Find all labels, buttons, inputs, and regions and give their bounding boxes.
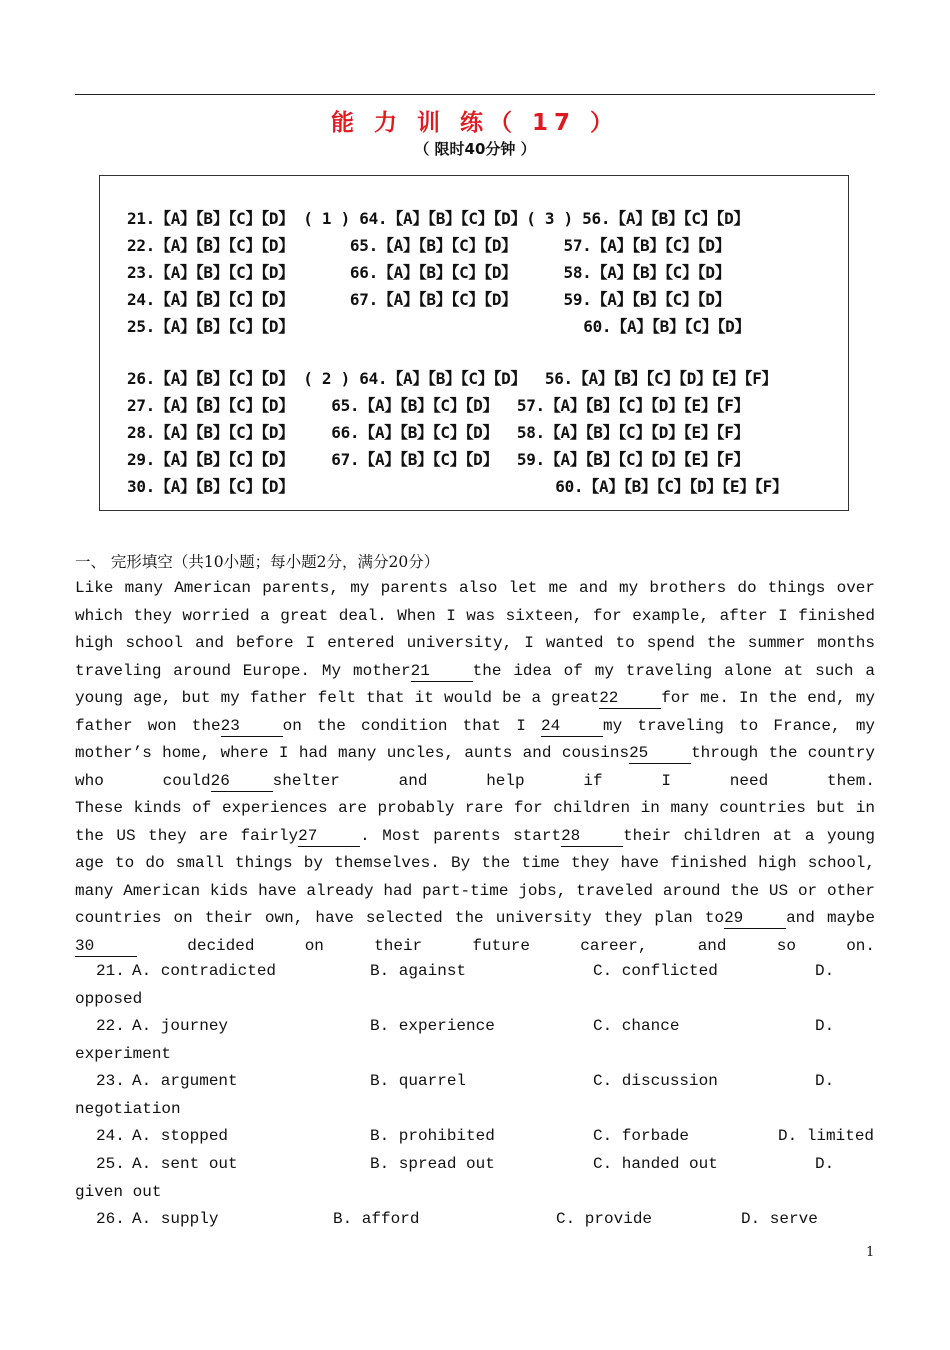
question-wrap [75,1183,875,1210]
option-c[interactable]: C. forbade [593,1127,690,1145]
option-d[interactable]: D. [815,1155,835,1173]
question-wrap [75,990,875,1017]
question-23 [75,1072,875,1099]
option-b[interactable]: B. experience [370,1017,495,1035]
blank-21[interactable]: 21 [411,661,473,682]
question-number: 23. [96,1072,125,1090]
blank-24[interactable]: 24 [541,716,603,737]
option-d[interactable]: D. limited [778,1127,875,1145]
option-a[interactable]: A. sent out [132,1155,238,1173]
option-d-text[interactable]: experiment [75,1045,172,1063]
blank-25[interactable]: 25 [629,743,691,764]
question-21 [75,962,875,989]
passage-text: These kinds of experiences are probably rare for children in many countries but in the US they are fairly [75,799,875,845]
blank-22[interactable]: 22 [599,688,661,709]
answer-row[interactable]: 23.【A】【B】【C】【D】 66.【A】【B】【C】【D】 58.【A】【B】【C】【D】 [127,263,731,282]
answer-row[interactable]: 21.【A】【B】【C】【D】 ( 1 ) 64.【A】【B】【C】【D】( 3 ) 56.【A】【B】【C】【D】 [127,209,750,228]
question-26 [75,1210,875,1237]
passage-text: decided on their future career, and so on. [137,936,875,955]
option-c[interactable]: C. handed out [593,1155,718,1173]
page-number: 1 [866,1245,875,1260]
answer-row[interactable]: 27.【A】【B】【C】【D】 65.【A】【B】【C】【D】 57.【A】【B】【C】【D】【E】【F】 [127,396,750,415]
answer-row[interactable]: 22.【A】【B】【C】【D】 65.【A】【B】【C】【D】 57.【A】【B】【C】【D】 [127,236,731,255]
blank-29[interactable]: 29 [724,908,786,929]
question-22 [75,1017,875,1044]
option-d[interactable]: D. serve [741,1210,818,1228]
question-25 [75,1155,875,1182]
passage-text: Like many American parents, my parents also let me and my brothers do things over which they worried a great deal. When I was sixteen, for example, after I finished high school and before I entered university, I wanted to spend the summer months traveling around Europe. My mother [75,579,875,680]
question-wrap [75,1045,875,1072]
option-a[interactable]: A. argument [132,1072,238,1090]
option-a[interactable]: A. journey [132,1017,229,1035]
blank-28[interactable]: 28 [561,826,623,847]
question-number: 22. [96,1017,125,1035]
option-b[interactable]: B. against [370,962,467,980]
option-d-text[interactable]: negotiation [75,1100,181,1118]
blank-27[interactable]: 27 [298,826,360,847]
option-d-text[interactable]: opposed [75,990,143,1008]
passage-text: my traveling to France, my mother’s home, where I had many uncles, aunts and cousins [75,716,876,762]
option-d-text[interactable]: given out [75,1183,162,1201]
question-number: 21. [96,962,125,980]
answer-sheet [99,175,849,511]
section-title: 一、 完形填空（共10小题；每小题2分，满分20分） [75,553,440,571]
question-wrap [75,1100,875,1127]
option-c[interactable]: C. discussion [593,1072,718,1090]
question-24 [75,1127,875,1154]
question-number: 25. [96,1155,125,1173]
option-c[interactable]: C. conflicted [593,962,718,980]
option-b[interactable]: B. prohibited [370,1127,495,1145]
passage-text: through the country who could [75,744,875,790]
option-d[interactable]: D. [815,1072,835,1090]
question-number: 26. [96,1210,125,1228]
passage-text: and maybe [786,909,875,927]
passage-paragraph-2 [75,795,875,960]
passage-paragraph-1 [75,575,875,795]
page-title: 能 力 训 练（ 17 ） [330,110,620,136]
option-a[interactable]: A. supply [132,1210,219,1228]
blank-30[interactable]: 30 [75,936,137,957]
answer-row[interactable]: 25.【A】【B】【C】【D】 60.【A】【B】【C】【D】 [127,317,751,336]
answer-row[interactable]: 26.【A】【B】【C】【D】 ( 2 ) 64.【A】【B】【C】【D】 56.【A】【B】【C】【D】【E】【F】 [127,369,778,388]
option-d[interactable]: D. [815,1017,835,1035]
question-number: 24. [96,1127,125,1145]
time-limit: （ 限时40分钟 ） [414,140,536,158]
passage-text: their children at a young age to do small things by themselves. By the time they have finished high school, many American kids have already had part-time jobs, traveled around the US or other countries on their own, have selected the university they plan to [75,826,876,927]
answer-row[interactable]: 29.【A】【B】【C】【D】 67.【A】【B】【C】【D】 59.【A】【B】【C】【D】【E】【F】 [127,450,750,469]
answer-row[interactable]: 24.【A】【B】【C】【D】 67.【A】【B】【C】【D】 59.【A】【B】【C】【D】 [127,290,731,309]
header-rule [75,94,875,95]
answer-row[interactable]: 30.【A】【B】【C】【D】 60.【A】【B】【C】【D】【E】【F】 [127,477,788,496]
option-b[interactable]: B. quarrel [370,1072,467,1090]
passage-text: the idea of my traveling alone at such a young age, but my father felt that it would be a great [75,661,876,707]
blank-23[interactable]: 23 [221,716,283,737]
option-b[interactable]: B. afford [333,1210,420,1228]
blank-26[interactable]: 26 [211,771,273,792]
passage-text: for me. In the end, my father won the [75,689,876,735]
option-d[interactable]: D. [815,962,835,980]
option-a[interactable]: A. stopped [132,1127,229,1145]
option-b[interactable]: B. spread out [370,1155,495,1173]
answer-row[interactable]: 28.【A】【B】【C】【D】 66.【A】【B】【C】【D】 58.【A】【B】【C】【D】【E】【F】 [127,423,750,442]
option-a[interactable]: A. contradicted [132,962,277,980]
option-c[interactable]: C. provide [556,1210,653,1228]
passage-text: . Most parents start [360,826,562,845]
passage-text: shelter and help if I need them. [272,771,875,790]
option-c[interactable]: C. chance [593,1017,680,1035]
passage-text: on the condition that I [282,716,542,735]
